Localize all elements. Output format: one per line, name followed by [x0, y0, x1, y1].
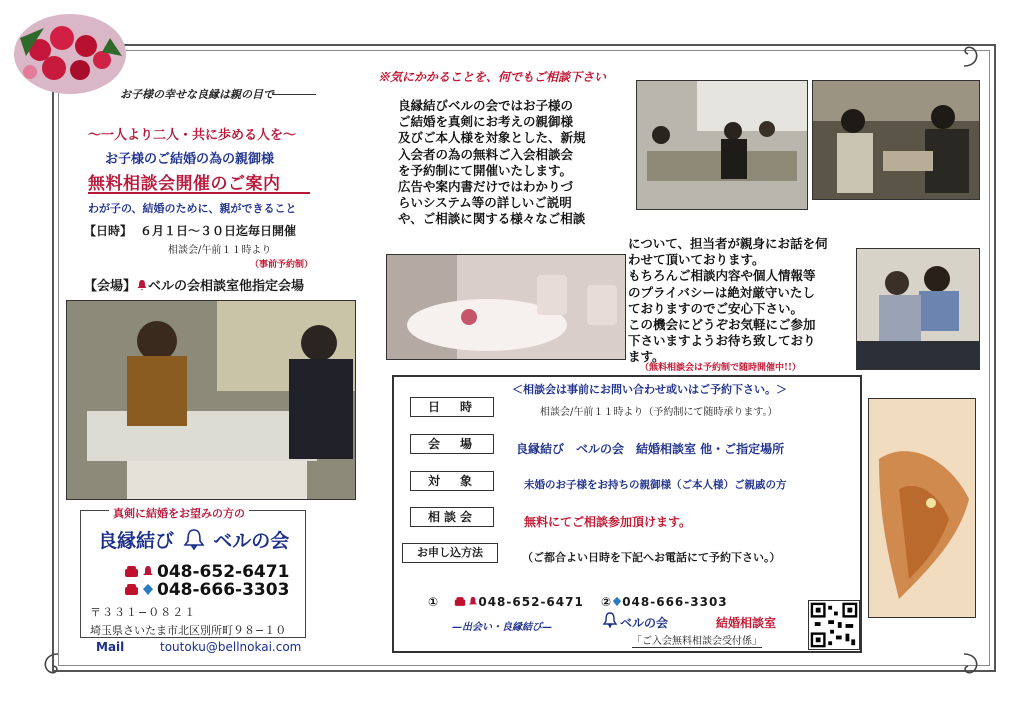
contact-1-number[interactable]: 048-652-6471: [478, 595, 584, 609]
row-value-datetime: 相談会/午前１１時より（予約制にて随時承ります。）: [540, 407, 778, 418]
subtitle: お子様のご結婚の為の親御様: [105, 152, 275, 167]
phone-1[interactable]: [124, 562, 289, 582]
row-value-target: 未婚のお子様をお持ちの親御様（ご本人様）ご親戚の方: [524, 479, 787, 491]
row-label-venue: 会 場: [410, 434, 494, 454]
slogan: 〜一人より二人・共に歩める人を〜: [88, 128, 297, 143]
paragraph-line: 広告や案内書だけではわかりづ: [398, 179, 574, 195]
tagline-rule: [272, 94, 316, 95]
phone-2[interactable]: [124, 580, 289, 600]
slogan-bottom: —出会い・良縁結び—: [452, 622, 552, 633]
card-brand-prefix: 良縁結び: [98, 530, 175, 552]
phone-icon: [124, 565, 139, 578]
phone-icon: [454, 596, 466, 607]
paragraph-line: ご結婚を真剣にお考えの親御様: [398, 114, 574, 130]
paragraph-line: 下さいますようお待ち致しており: [628, 333, 816, 349]
bell-icon: [142, 565, 154, 578]
row-label-consultation: 相談会: [410, 507, 494, 527]
paragraph-line: この機会にどうぞお気軽にご参加: [628, 317, 816, 333]
reservation-note: （事前予約制）: [250, 260, 314, 270]
paragraph-line: 良縁結びベルの会ではお子様の: [398, 98, 574, 113]
phone-2-number: 048-666-3303: [157, 580, 290, 600]
postal-code: 〒３３１−０８２１: [90, 606, 197, 619]
row-value-application: （ご都合よい日時を下記へお電話にて予約下さい。）: [522, 551, 781, 564]
paragraph-line: を予約制にて開催いたします。: [398, 162, 573, 178]
card-brand-name: ベルの会: [213, 530, 290, 552]
mail-link[interactable]: toutoku@bellnokai.com: [160, 640, 302, 654]
contact-2-index: ②: [601, 595, 613, 609]
reception-label: 「ご入会無料相談会受付係」: [632, 632, 762, 648]
corner-ornament-icon: [944, 650, 984, 690]
page-title: 無料相談会開催のご案内: [88, 174, 281, 194]
phone-icon: [124, 583, 139, 596]
date-value: ６月１日〜３０日迄毎日開催: [140, 224, 297, 238]
date-label: 【日時】: [84, 224, 133, 238]
hands-photo: [868, 398, 976, 618]
card-brand: [98, 526, 289, 553]
subtitle-secondary: わが子の、結婚のために、親ができること: [88, 202, 297, 215]
row-value-venue: 良縁結び ベルの会 結婚相談室 他・ご指定場所: [516, 442, 785, 456]
card-heading: 真剣に結婚をお望みの方の: [109, 505, 249, 521]
headline-notice: ※気にかかることを、何でもご相談下さい: [378, 70, 607, 84]
row-label-datetime: 日 時: [410, 397, 494, 417]
time-value: 相談会/午前１１時より: [168, 245, 272, 256]
consultation-photo: [66, 300, 356, 500]
corner-ornament-icon: [944, 30, 984, 70]
details-paragraph: [628, 236, 864, 366]
bell-icon: [183, 528, 205, 550]
brand-suffix: 結婚相談室: [716, 616, 777, 630]
row-label-application: お申し込方法: [402, 543, 498, 563]
paragraph-line: 入会者の為の無料ご入会相談会: [398, 146, 574, 162]
brand-name: ベルの会: [620, 616, 669, 630]
contact-numbers: [428, 595, 728, 609]
contact-2-number[interactable]: 048-666-3303: [622, 595, 728, 609]
paragraph-line: ておりますのでご安心下さい。: [628, 300, 804, 316]
consultation-room-photo: [386, 254, 626, 360]
mail-label: Mail: [96, 640, 125, 654]
row-value-consultation: 無料にてご相談参加頂けます。: [524, 515, 692, 529]
meeting-photo: [812, 80, 980, 200]
intro-paragraph: [398, 98, 624, 228]
paragraph-line: わせて頂いております。: [628, 252, 765, 268]
paragraph-line: もちろんご相談内容や個人情報等: [628, 268, 816, 284]
corner-ornament-icon: [38, 650, 78, 690]
open-consultation-note: （無料相談会は予約制で随時開催中!!）: [640, 363, 801, 373]
bell-icon: [136, 279, 148, 291]
title-underline: [88, 192, 310, 194]
roses-image: [10, 8, 130, 100]
row-label-target: 対 象: [410, 471, 494, 491]
paragraph-line: について、担当者が親身にお話を伺: [628, 236, 828, 251]
paragraph-line: のプライバシーは絶対厳守いたし: [628, 284, 815, 300]
bell-icon: [468, 596, 478, 607]
contact-1-index: ①: [428, 595, 440, 609]
paragraph-line: ます。: [628, 349, 665, 365]
counselor-photo: [856, 248, 980, 370]
info-heading: ＜相談会は事前にお問い合わせ或いはご予約下さい。＞: [512, 383, 787, 396]
venue-label: 【会場】: [84, 279, 137, 294]
phone-1-number: 048-652-6471: [157, 562, 290, 582]
qr-code-icon[interactable]: [808, 600, 860, 650]
tagline: お子様の幸せな良縁は親の目で: [120, 88, 274, 101]
address: 埼玉県さいたま市北区別所町９８−１０: [90, 624, 287, 637]
bell-icon: [602, 612, 618, 628]
seminar-photo: [636, 80, 808, 210]
paragraph-line: らいシステム等の詳しいご説明: [398, 195, 572, 211]
diamond-icon: [612, 596, 622, 607]
venue-value: ベルの会相談室他指定会場: [148, 279, 305, 294]
venue: [84, 275, 304, 294]
paragraph-line: や、ご相談に関する様々なご相談: [398, 211, 586, 227]
diamond-icon: [142, 583, 154, 596]
paragraph-line: 及びご本人様を対象とした、新規: [398, 130, 586, 146]
